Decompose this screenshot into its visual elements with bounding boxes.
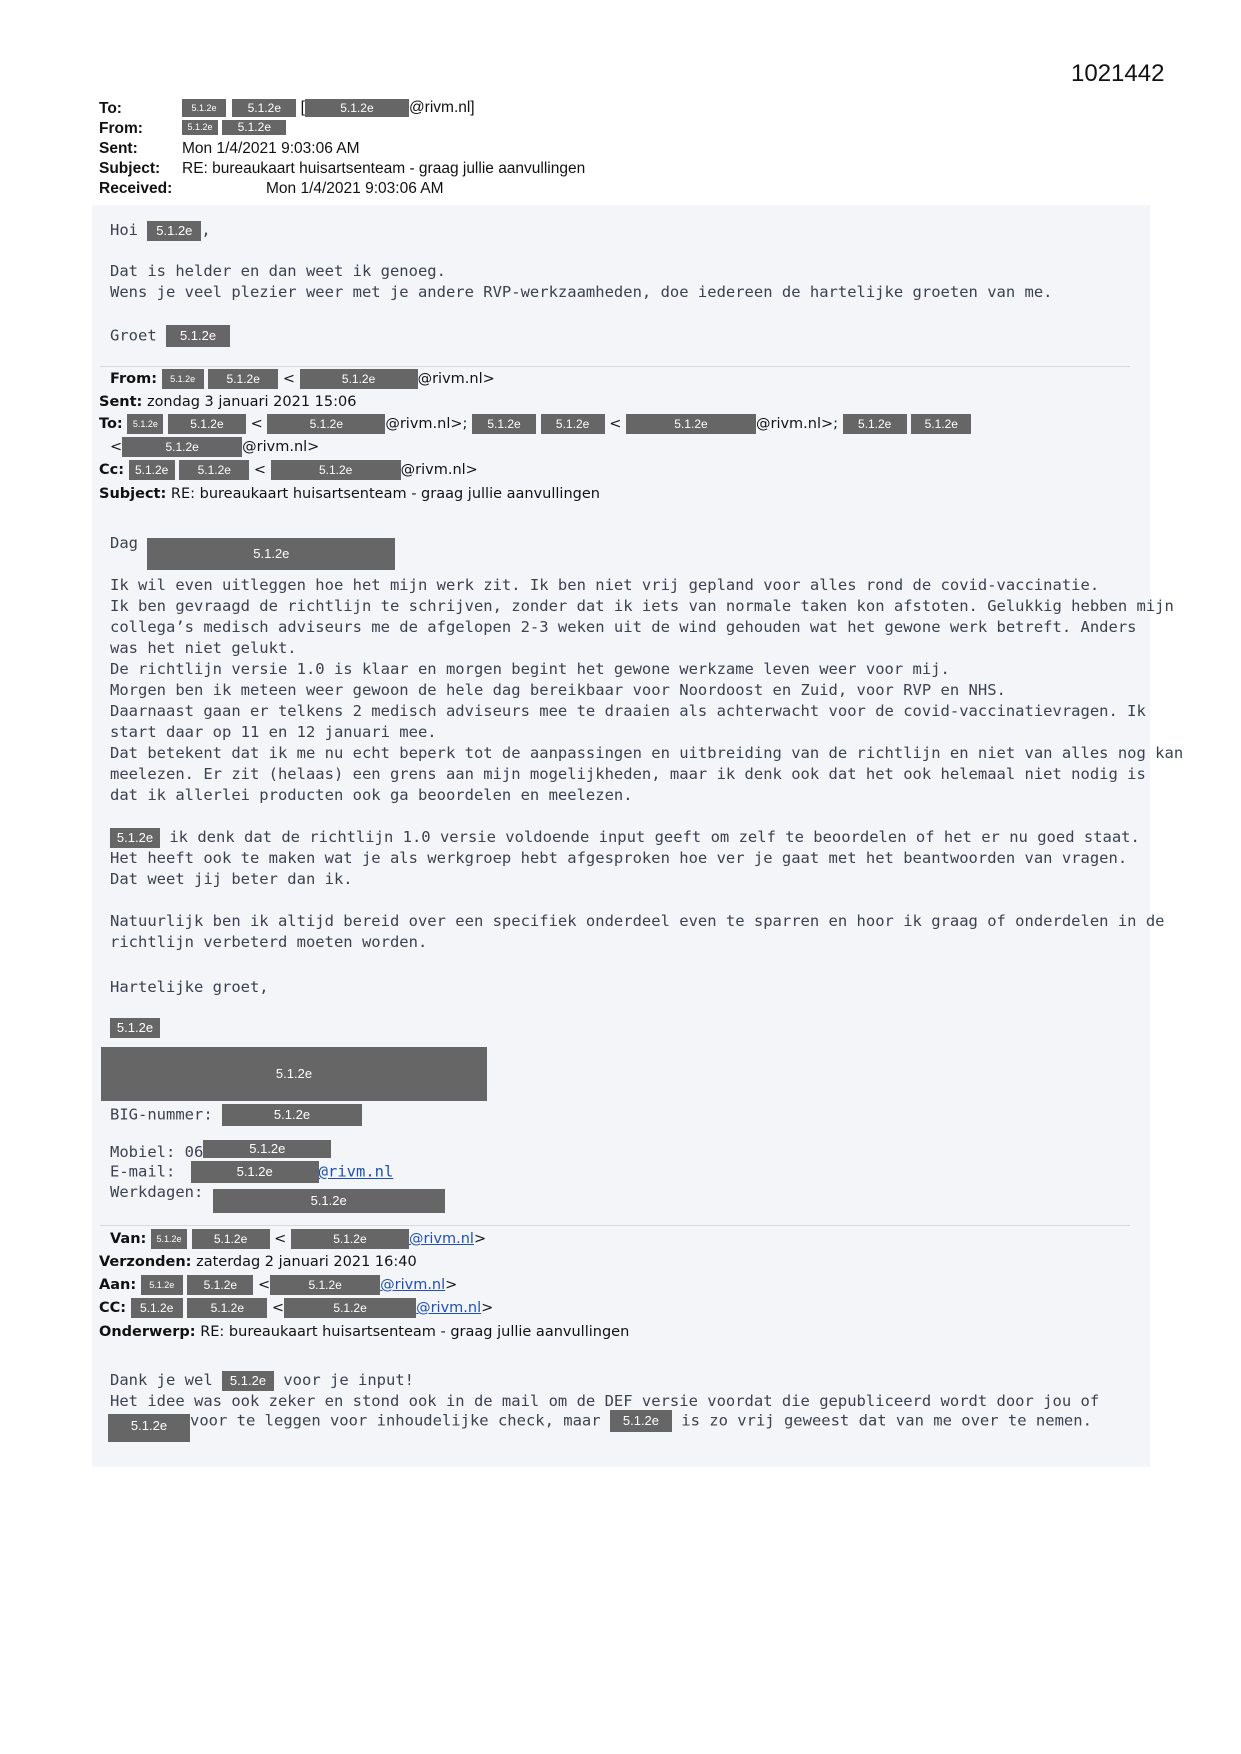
van-label: Van:	[110, 1231, 147, 1247]
document-number: 1021442	[1071, 60, 1165, 87]
received-label: Received:	[99, 180, 173, 197]
redaction-box: 5.1.2e	[300, 369, 418, 389]
separator	[100, 1225, 1130, 1226]
redaction-box: 5.1.2e	[151, 1229, 187, 1249]
redaction-box: 5.1.2e	[168, 414, 246, 434]
email-link[interactable]: @rivm.nl	[408, 1231, 474, 1247]
redaction-box: 5.1.2e	[191, 1161, 319, 1183]
msg2-paragraph-3: Natuurlijk ben ik altijd bereid over een specifiek onderdeel even te sparren en hoor ik graag of onderdelen in de richtlijn verbeterd moeten worden.	[110, 912, 1165, 951]
onderwerp-label: Onderwerp:	[99, 1324, 196, 1340]
to-label: To:	[99, 100, 122, 117]
redaction-box: 5.1.2e	[284, 1298, 416, 1318]
msg2-paragraph-2: 5.1.2e ik denk dat de richtlijn 1.0 versie voldoende input geeft om zelf te beoordelen of het er nu goed staat. Het heeft ook te maken wat je als werkgroep hebt afgesproken hoe ver je gaat met het beantwoorden van vragen. Dat weet jij beter dan ik.	[110, 828, 1140, 888]
sent-value: Mon 1/4/2021 9:03:06 AM	[182, 140, 360, 157]
redaction-box: 5.1.2e	[270, 1275, 380, 1295]
redaction-box: 5.1.2e	[541, 414, 605, 434]
redaction-box: 5.1.2e	[843, 414, 907, 434]
subject-value: RE: bureaukaart huisartsenteam - graag jullie aanvullingen	[182, 160, 586, 177]
received-value: Mon 1/4/2021 9:03:06 AM	[266, 180, 444, 197]
cc-label: Cc:	[99, 462, 125, 478]
redaction-box: 5.1.2e	[162, 369, 204, 389]
redaction-box: 5.1.2e	[110, 828, 160, 848]
closing: Hartelijke groet,	[110, 978, 269, 996]
subject-value: RE: bureaukaart huisartsenteam - graag jullie aanvullingen	[170, 486, 600, 502]
redaction-box: 5.1.2e	[182, 99, 226, 117]
redaction-box: 5.1.2e	[131, 1298, 183, 1318]
verzonden-label: Verzonden:	[99, 1254, 192, 1270]
redaction-box: 5.1.2e	[232, 99, 296, 117]
redaction-box: 5.1.2e	[108, 1414, 190, 1442]
from-label: From:	[99, 120, 143, 137]
redaction-box: 5.1.2e	[147, 221, 201, 241]
separator	[100, 366, 1130, 367]
redaction-box: 5.1.2e	[911, 414, 971, 434]
redaction-box: 5.1.2e	[182, 120, 218, 135]
from-label: From:	[110, 371, 157, 387]
redaction-box: 5.1.2e	[192, 1229, 270, 1249]
closing: Groet	[110, 326, 157, 345]
cc-label: CC:	[99, 1300, 127, 1316]
redaction-box: 5.1.2e	[187, 1298, 267, 1318]
msg1-line1: Dat is helder en dan weet ik genoeg.	[110, 262, 446, 280]
werkdagen-label: Werkdagen:	[110, 1183, 204, 1201]
redaction-box: 5.1.2e	[626, 414, 756, 434]
to-label: To:	[99, 416, 123, 432]
msg1-line2: Wens je veel plezier weer met je andere RVP-werkzaamheden, doe iedereen de hartelijke groeten van me.	[110, 283, 1053, 301]
email-label: E-mail:	[110, 1162, 176, 1181]
redaction-box: 5.1.2e	[222, 120, 286, 135]
redaction-box: 5.1.2e	[267, 414, 385, 434]
aan-label: Aan:	[99, 1277, 137, 1293]
email-link[interactable]: @rivm.nl	[380, 1277, 446, 1293]
subject-label: Subject:	[99, 486, 167, 502]
msg3-line2: Het idee was ook zeker en stond ook in de mail om de DEF versie voordat die gepubliceerd wordt door jou of	[110, 1392, 1100, 1410]
sent-label: Sent:	[99, 140, 138, 157]
email-link[interactable]: @rivm.nl	[318, 1162, 394, 1181]
sent-label: Sent:	[99, 394, 143, 410]
verzonden-value: zaterdag 2 januari 2021 16:40	[196, 1254, 417, 1270]
redaction-box: 5.1.2e	[179, 460, 249, 480]
redaction-box: 5.1.2e	[271, 460, 401, 480]
onderwerp-value: RE: bureaukaart huisartsenteam - graag jullie aanvullingen	[200, 1324, 630, 1340]
subject-label: Subject:	[99, 160, 161, 177]
redaction-box: 5.1.2e	[110, 1018, 160, 1038]
redaction-box: 5.1.2e	[222, 1371, 274, 1391]
email-link[interactable]: @rivm.nl	[416, 1300, 482, 1316]
redaction-box: 5.1.2e	[213, 1189, 445, 1213]
redaction-box: 5.1.2e	[129, 460, 175, 480]
sent-value: zondag 3 januari 2021 15:06	[146, 394, 357, 410]
redaction-box: 5.1.2e	[222, 1104, 362, 1126]
redaction-box: 5.1.2e	[305, 99, 409, 117]
redaction-box: 5.1.2e	[147, 538, 395, 570]
greeting: Hoi	[110, 221, 138, 239]
msg2-paragraph-1: Ik wil even uitleggen hoe het mijn werk zit. Ik ben niet vrij gepland voor alles rond de covid-vaccinatie. Ik ben gevraagd de richtlijn te schrijven, zonder dat ik iets van normale taken kon afstoten. Gelukkig hebben mijn collega’s medisch adviseurs me de afgelopen 2-3 weken uit de wind gehouden wat het gewone werk betreft. Anders was het niet gelukt. De richtlijn versie 1.0 is klaar en morgen begint het gewone werkzame leven weer voor mij. Morgen ben ik meteen weer gewoon de hele dag bereikbaar voor Noordoost en Zuid, voor RVP en NHS. Daarnaast gaan er telkens 2 medisch adviseurs mee te draaien als achterwacht voor de covid-vaccinatievragen. Ik start daar op 11 en 12 januari mee. Dat betekent dat ik me nu echt beperk tot de aanpassingen en uitbreiding van de richtlijn en niet van alles nog kan meelezen. Er zit (helaas) een grens aan mijn mogelijkheden, maar ik denk ook dat het ook helemaal niet nodig is dat ik allerlei producten ook ga beoordelen en meelezen.	[110, 576, 1184, 804]
redaction-box: 5.1.2e	[291, 1229, 409, 1249]
redaction-box: 5.1.2e	[166, 325, 230, 347]
redaction-box: 5.1.2e	[203, 1140, 331, 1158]
bracket: [	[300, 99, 305, 116]
big-label: BIG-nummer:	[110, 1105, 213, 1124]
redaction-box: 5.1.2e	[610, 1410, 672, 1432]
redaction-box: 5.1.2e	[208, 369, 278, 389]
mobiel-label: Mobiel: 06	[110, 1143, 204, 1161]
signature-redaction-box: 5.1.2e	[101, 1047, 487, 1101]
to-email-suffix: @rivm.nl]	[408, 99, 475, 116]
greeting: Dag	[110, 534, 138, 552]
redaction-box: 5.1.2e	[472, 414, 536, 434]
redaction-box: 5.1.2e	[127, 414, 163, 434]
redaction-box: 5.1.2e	[122, 437, 242, 457]
redaction-box: 5.1.2e	[187, 1275, 253, 1295]
redaction-box: 5.1.2e	[141, 1275, 183, 1295]
